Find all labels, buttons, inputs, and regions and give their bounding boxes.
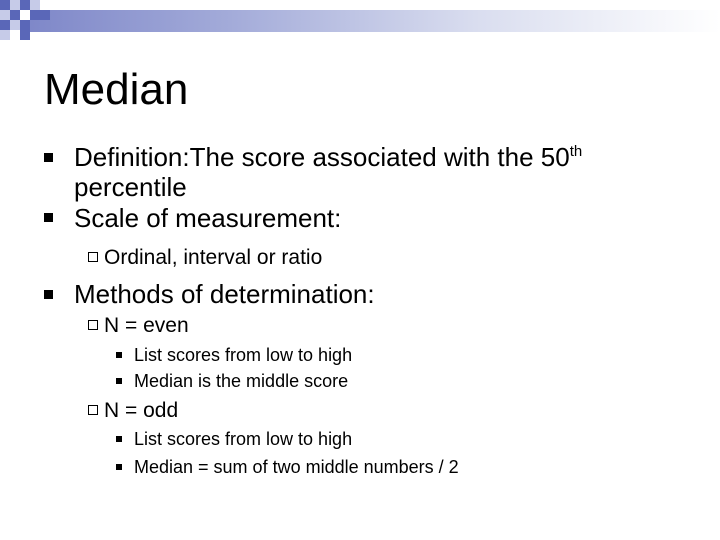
slide-title: Median	[44, 65, 189, 114]
deco-square	[20, 0, 30, 10]
deco-square	[0, 10, 10, 20]
definition-text: Definition:The score associated with the 50	[74, 142, 570, 172]
small-bullet-icon	[116, 352, 122, 358]
header-decoration	[0, 0, 720, 48]
odd-step-2: Median = sum of two middle numbers / 2	[134, 457, 459, 477]
deco-square	[10, 10, 20, 20]
bullet-square-icon	[44, 153, 53, 162]
deco-square	[20, 20, 30, 30]
even-step-2: Median is the middle score	[134, 371, 349, 391]
deco-square	[30, 10, 40, 20]
deco-square	[40, 10, 50, 20]
scale-item: Scale of measurement:	[74, 203, 342, 233]
deco-square	[0, 0, 10, 10]
hollow-square-bullet-icon	[88, 320, 98, 330]
even-item: N = even	[104, 314, 189, 337]
deco-square	[0, 20, 10, 30]
deco-square	[20, 10, 30, 20]
bullet-square-icon	[44, 290, 53, 299]
deco-square	[20, 30, 30, 40]
small-bullet-icon	[116, 378, 122, 384]
methods-item: Methods of determination:	[74, 279, 375, 309]
deco-square	[0, 30, 10, 40]
hollow-square-bullet-icon	[88, 252, 98, 262]
hollow-square-bullet-icon	[88, 405, 98, 415]
odd-step-1: List scores from low to high	[134, 429, 353, 449]
deco-square	[30, 0, 40, 10]
scale-sub-item: Ordinal, interval or ratio	[104, 246, 323, 269]
deco-square	[10, 0, 20, 10]
deco-square	[10, 20, 20, 30]
even-step-1: List scores from low to high	[134, 345, 353, 365]
bullet-square-icon	[44, 213, 53, 222]
definition-item	[74, 143, 582, 171]
definition-superscript: th	[569, 143, 583, 160]
definition-continuation: percentile	[74, 172, 187, 202]
small-bullet-icon	[116, 436, 122, 442]
header-gradient-bar	[20, 10, 720, 32]
small-bullet-icon	[116, 464, 122, 470]
odd-item: N = odd	[104, 399, 179, 422]
